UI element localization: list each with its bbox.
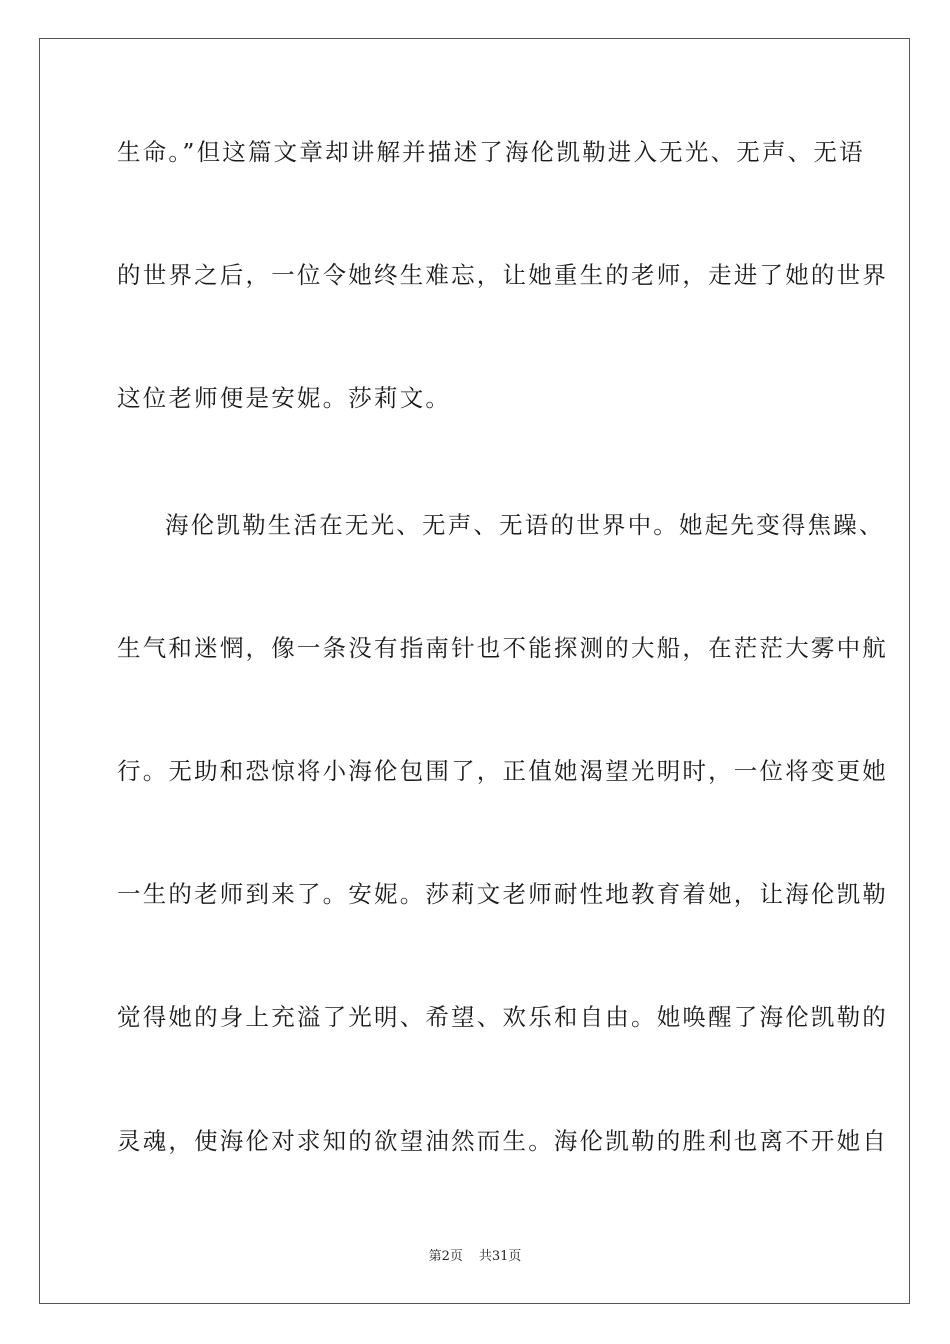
text-line-7: 一生的老师到来了。安妮。莎莉文老师耐性地教育着她，让海伦凯勒 bbox=[117, 880, 888, 908]
text-line-2: 的世界之后，一位令她终生难忘，让她重生的老师，走进了她的世界 bbox=[117, 261, 888, 289]
page-border bbox=[39, 38, 910, 1304]
page-number: 第2页 bbox=[428, 1249, 463, 1264]
page-count: 共31页 bbox=[478, 1249, 522, 1264]
text-line-9: 灵魂，使海伦对求知的欲望油然而生。海伦凯勒的胜利也离不开她自 bbox=[117, 1127, 888, 1155]
text-line-8: 觉得她的身上充溢了光明、希望、欢乐和自由。她唤醒了海伦凯勒的 bbox=[117, 1003, 888, 1031]
text-line-3: 这位老师便是安妮。莎莉文。 bbox=[117, 384, 452, 412]
text-line-4: 海伦凯勒生活在无光、无声、无语的世界中。她起先变得焦躁、 bbox=[165, 511, 885, 539]
text-line-6: 行。无助和恐惊将小海伦包围了，正值她渴望光明时，一位将变更她 bbox=[117, 757, 888, 785]
text-line-1: 生命。”但这篇文章却讲解并描述了海伦凯勒进入无光、无声、无语 bbox=[117, 138, 865, 166]
text-line-5: 生气和迷惘，像一条没有指南针也不能探测的大船，在茫茫大雾中航 bbox=[117, 634, 888, 662]
page-footer bbox=[0, 1248, 950, 1266]
